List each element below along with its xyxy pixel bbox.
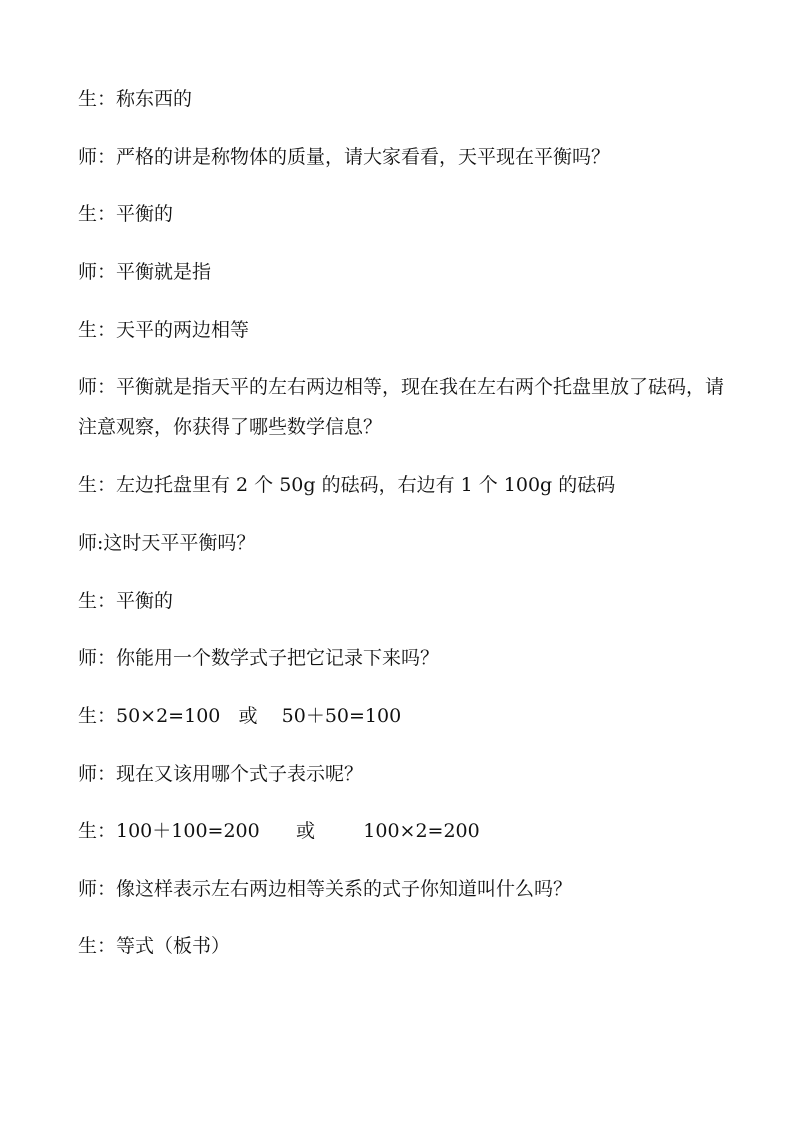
dialogue-line-15: 生：等式（板书） — [78, 935, 231, 957]
dialogue-line-3: 生：平衡的 — [78, 203, 174, 225]
dialogue-line-4: 师：平衡就是指 — [78, 261, 212, 283]
dialogue-line-8: 师:这时天平平衡吗？ — [78, 532, 256, 554]
dialogue-line-7: 生：左边托盘里有 2 个 50g 的砝码，右边有 1 个 100g 的砝码 — [78, 474, 616, 496]
dialogue-line-5: 生：天平的两边相等 — [78, 319, 250, 341]
dialogue-line-12: 师：现在又该用哪个式子表示呢？ — [78, 763, 364, 785]
dialogue-line-2: 师：严格的讲是称物体的质量，请大家看看，天平现在平衡吗？ — [78, 146, 611, 168]
dialogue-line-10: 师：你能用一个数学式子把它记录下来吗？ — [78, 647, 440, 669]
dialogue-line-14: 师：像这样表示左右两边相等关系的式子你知道叫什么吗？ — [78, 878, 573, 900]
dialogue-line-13: 生：100＋100=200 或 100×2=200 — [78, 820, 480, 842]
dialogue-line-11: 生：50×2=100 或 50＋50=100 — [78, 705, 402, 727]
dialogue-line-1: 生：称东西的 — [78, 88, 193, 110]
dialogue-line-6: 师：平衡就是指天平的左右两边相等，现在我在左右两个托盘里放了砝码，请注意观察，你获得了哪些数学信息？ — [78, 376, 725, 438]
dialogue-line-9: 生：平衡的 — [78, 590, 174, 612]
